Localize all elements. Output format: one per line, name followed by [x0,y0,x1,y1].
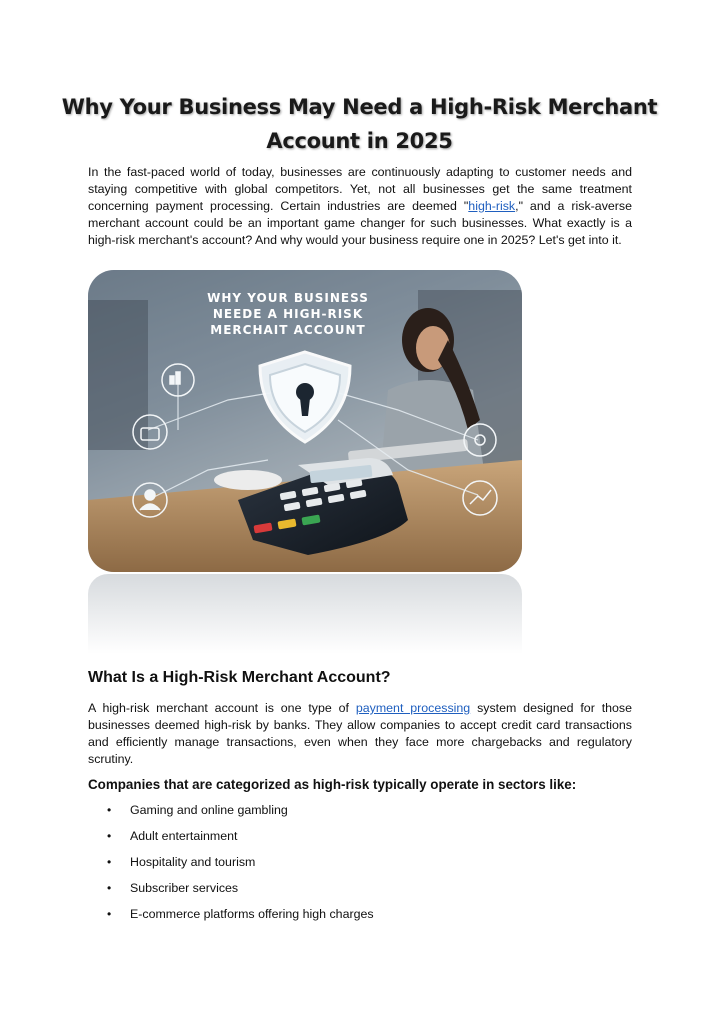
hero-reflection [88,574,522,654]
hero-caption-line-2: NEEDE A HIGH-RISK [212,307,364,321]
list-item: • Hospitality and tourism [88,852,374,878]
page-title [60,90,659,158]
background-monitor [88,300,148,450]
hero-image [88,270,522,572]
list-item: • Adult entertainment [88,826,374,852]
list-item: • E-commerce platforms offering high charges [88,904,374,930]
intro-text-2: ," and a risk-averse merchant account could be an important game changer for such businesses. What exactly is a high-risk merchant's account? And why would your business require one in 2025? Let's get into it. [88,199,633,247]
payment-processing-link[interactable]: payment processing [355,701,471,715]
bowl [214,470,282,490]
section-paragraph [88,700,632,768]
sectors-list [88,800,374,930]
hero-caption [207,291,369,337]
hero-illustration [88,270,522,572]
section-text-1: A high-risk merchant account is one type of [88,701,356,715]
section-text-2: system designed for those businesses deemed high-risk by banks. They allow companies to accept credit card transactions and efficiently manage transactions, even when they face more chargebacks and regulatory scrutiny. [88,701,633,766]
list-item: • Subscriber services [88,878,374,904]
sectors-subheading: Companies that are categorized as high-risk typically operate in sectors like: [88,777,577,792]
high-risk-link[interactable]: high-risk [468,199,516,213]
intro-text-1: In the fast-paced world of today, businesses are continuously adapting to customer needs and staying competitive with global competitors. Yet, not all businesses get the same treatment concerning payment processing. Certain industries are deemed " [88,165,632,213]
intro-paragraph [88,164,632,249]
hero-caption-line-1: WHY YOUR BUSINESS [207,291,369,305]
section-heading: What Is a High-Risk Merchant Account? [88,669,391,686]
title-line-2: Account in 2025 [266,129,453,153]
hero-caption-line-3: MERCHAIT ACCOUNT [210,323,366,337]
title-line-1: Why Your Business May Need a High-Risk Merchant [61,95,658,119]
list-item: • Gaming and online gambling [88,800,374,826]
